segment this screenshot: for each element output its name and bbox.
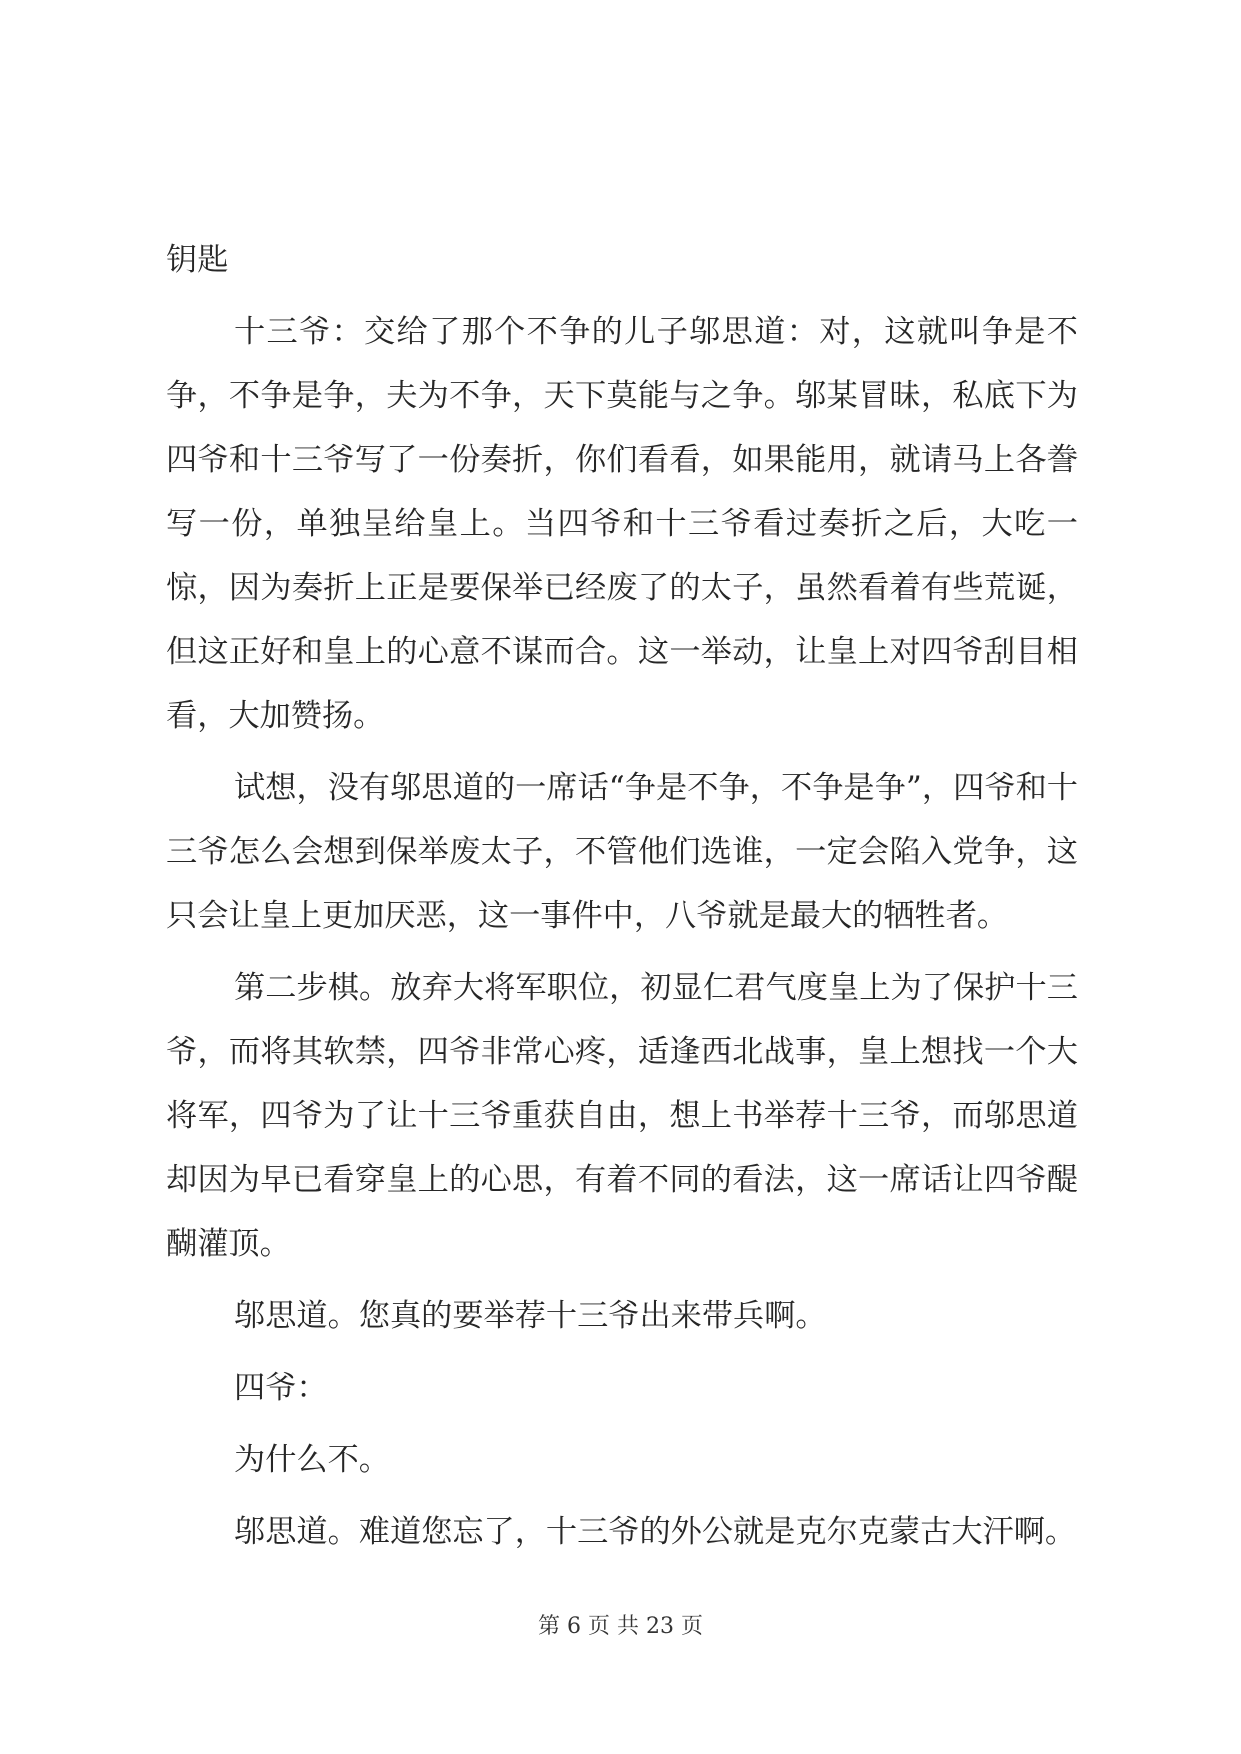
- paragraph-1: 钥匙: [166, 242, 229, 278]
- paragraph-7: 为什么不。: [234, 1442, 390, 1478]
- page-number-footer: 第 6 页 共 23 页: [538, 1614, 703, 1639]
- paragraph-6: 四爷：: [234, 1370, 328, 1406]
- paragraph-3: 试想，没有邬思道的一席话“争是不争，不争是争”，四爷和十三爷怎么会想到保举废太子，不管他们选谁，一定会陷入党争，这只会让皇上更加厌恶，这一事件中，八爷就是最大的牺牲者。: [166, 770, 1078, 934]
- document-body: [166, 228, 1078, 1572]
- paragraph-4: 第二步棋。放弃大将军职位，初显仁君气度皇上为了保护十三爷，而将其软禁，四爷非常心疼，适逢西北战事，皇上想找一个大将军，四爷为了让十三爷重获自由，想上书举荐十三爷，而邬思道却因为早已看穿皇上的心思，有着不同的看法，这一席话让四爷醍醐灌顶。: [166, 970, 1078, 1262]
- paragraph-8: 邬思道。难道您忘了，十三爷的外公就是克尔克蒙古大汗啊。: [234, 1514, 1077, 1550]
- paragraph-5: 邬思道。您真的要举荐十三爷出来带兵啊。: [234, 1298, 827, 1334]
- paragraph-2: 十三爷：交给了那个不争的儿子邬思道：对，这就叫争是不争，不争是争，夫为不争，天下莫能与之争。邬某冒昧，私底下为四爷和十三爷写了一份奏折，你们看看，如果能用，就请马上各誊写一份，单独呈给皇上。当四爷和十三爷看过奏折之后，大吃一惊，因为奏折上正是要保举已经废了的太子，虽然看着有些荒诞，但这正好和皇上的心意不谋而合。这一举动，让皇上对四爷刮目相看，大加赞扬。: [166, 314, 1078, 734]
